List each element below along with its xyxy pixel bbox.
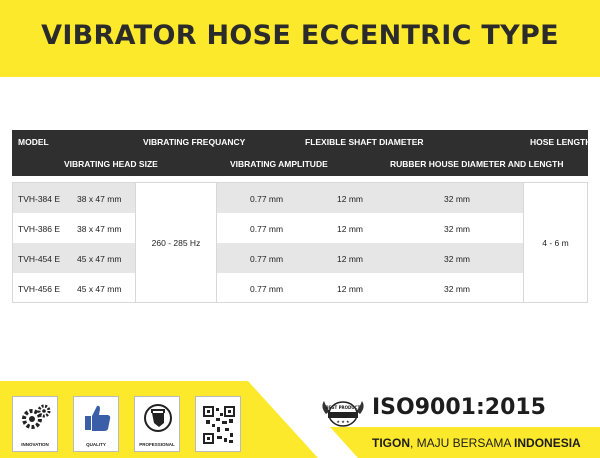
table-row: [13, 273, 587, 303]
best-product-seal-icon: [320, 397, 366, 431]
badge-label: INNOVATION: [21, 442, 49, 447]
col-vibrating-amplitude: VIBRATING AMPLITUDE: [230, 159, 328, 169]
table-row: [13, 183, 587, 213]
frequency-value: 260 - 285 Hz: [151, 238, 201, 248]
col-model: MODEL: [18, 137, 49, 147]
cell-model: TVH-386 E: [18, 224, 61, 234]
cell-amplitude: 0.77 mm: [250, 254, 284, 264]
badge-qr: [195, 396, 241, 452]
col-flexible-shaft-diameter: FLEXIBLE SHAFT DIAMETER: [305, 137, 424, 147]
cell-shaft: 12 mm: [337, 194, 363, 204]
fist-icon: [142, 403, 174, 433]
cell-shaft: 12 mm: [337, 254, 363, 264]
tagline-end: INDONESIA: [514, 436, 581, 450]
thumbs-up-icon: [81, 403, 113, 433]
cell-shaft: 12 mm: [337, 224, 363, 234]
col-vibrating-head-size: VIBRATING HEAD SIZE: [64, 159, 158, 169]
col-vibrating-frequency: VIBRATING FREQUANCY: [143, 137, 246, 147]
tagline-brand: TIGON: [372, 436, 410, 450]
table-row: [13, 243, 587, 273]
badge-quality: [73, 396, 119, 452]
cell-rubber: 32 mm: [444, 194, 470, 204]
cell-model: TVH-454 E: [18, 254, 61, 264]
cell-amplitude: 0.77 mm: [250, 284, 284, 294]
qr-code-icon: [203, 405, 235, 445]
col-hose-length: HOSE LENGTH: [530, 137, 592, 147]
col-rubber-house: RUBBER HOUSE DIAMETER AND LENGTH: [390, 159, 564, 169]
table-row: [13, 213, 587, 243]
cell-amplitude: 0.77 mm: [250, 224, 284, 234]
cell-head-size: 45 x 47 mm: [77, 284, 122, 294]
tagline-middle: , MAJU BERSAMA: [410, 436, 515, 450]
cell-model: TVH-456 E: [18, 284, 61, 294]
svg-text:★ ★ ★: ★ ★ ★: [336, 419, 350, 424]
cell-head-size: 38 x 47 mm: [77, 194, 122, 204]
cell-rubber: 32 mm: [444, 224, 470, 234]
badge-label: PROFESSIONAL: [139, 442, 175, 447]
cell-amplitude: 0.77 mm: [250, 194, 284, 204]
table-header: [12, 130, 592, 176]
badge-label: QUALITY: [86, 442, 106, 447]
table-body: [12, 182, 588, 303]
merged-hose-length-cell: [523, 183, 587, 302]
badge-professional: [134, 396, 180, 452]
cell-head-size: 45 x 47 mm: [77, 254, 122, 264]
gears-icon: [20, 403, 52, 433]
cell-rubber: 32 mm: [444, 284, 470, 294]
merged-frequency-cell: [135, 183, 217, 302]
iso-certification: ISO9001:2015: [372, 395, 546, 420]
hose-length-value: 4 - 6 m: [542, 238, 569, 248]
cell-shaft: 12 mm: [337, 284, 363, 294]
badge-innovation: [12, 396, 58, 452]
cell-model: TVH-384 E: [18, 194, 61, 204]
cell-head-size: 38 x 47 mm: [77, 224, 122, 234]
cell-rubber: 32 mm: [444, 254, 470, 264]
seal-text: BEST PRODUCT: [325, 405, 361, 410]
tagline: [372, 436, 581, 450]
page-title: VIBRATOR HOSE ECCENTRIC TYPE: [41, 20, 559, 51]
